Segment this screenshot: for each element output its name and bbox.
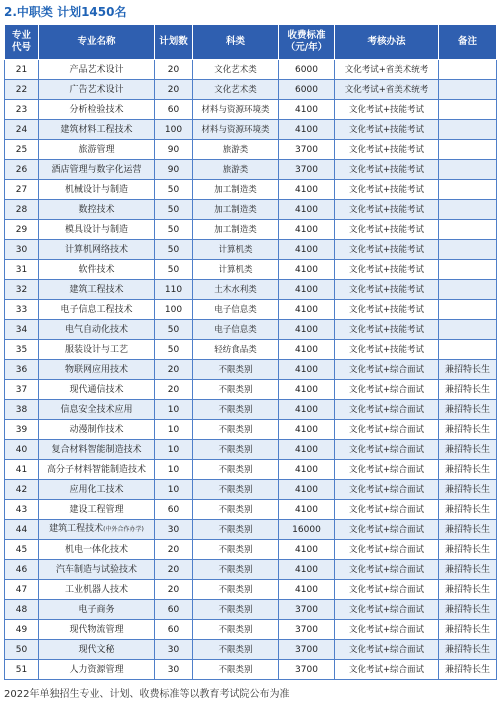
exam-cell: 文化考试+技能考试 (335, 320, 439, 340)
name-cell (39, 500, 155, 520)
header-code (5, 25, 39, 60)
code-cell: 33 (5, 300, 39, 320)
plan-cell: 10 (155, 480, 193, 500)
table-row (5, 100, 497, 120)
fee-cell: 4100 (279, 240, 335, 260)
exam-cell: 文化考试+技能考试 (335, 140, 439, 160)
major-name: 建设工程管理 (69, 504, 124, 515)
name-cell (39, 320, 155, 340)
note-cell (439, 260, 497, 280)
fee-cell: 3700 (279, 140, 335, 160)
plan-cell: 100 (155, 300, 193, 320)
fee-cell: 6000 (279, 60, 335, 80)
major-name: 电气自动化技术 (64, 324, 128, 335)
code-cell: 24 (5, 120, 39, 140)
major-name: 现代通信技术 (69, 384, 124, 395)
header-code-line2: 代号 (11, 42, 31, 53)
note-cell (439, 240, 497, 260)
fee-cell: 4100 (279, 460, 335, 480)
note-cell: 兼招特长生 (439, 360, 497, 380)
major-name: 建筑工程技术 (49, 524, 104, 534)
category-cell: 不限类别 (193, 620, 279, 640)
plan-cell: 50 (155, 240, 193, 260)
category-cell: 加工制造类 (193, 180, 279, 200)
enrollment-plan-table (4, 24, 497, 680)
code-cell: 27 (5, 180, 39, 200)
plan-cell: 50 (155, 320, 193, 340)
name-cell (39, 440, 155, 460)
note-cell (439, 200, 497, 220)
exam-cell: 文化考试+技能考试 (335, 300, 439, 320)
category-cell: 不限类别 (193, 420, 279, 440)
table-row (5, 460, 497, 480)
plan-cell: 50 (155, 220, 193, 240)
table-row (5, 360, 497, 380)
major-name: 软件技术 (78, 264, 115, 275)
category-cell: 计算机类 (193, 240, 279, 260)
header-exam: 考核办法 (335, 25, 439, 60)
exam-cell: 文化考试+综合面试 (335, 480, 439, 500)
plan-cell: 20 (155, 580, 193, 600)
major-name: 汽车制造与试验技术 (55, 564, 137, 575)
name-cell (39, 280, 155, 300)
major-name: 动漫制作技术 (69, 424, 124, 435)
note-cell (439, 340, 497, 360)
header-category: 科类 (193, 25, 279, 60)
note-cell (439, 120, 497, 140)
table-row (5, 420, 497, 440)
category-cell: 不限类别 (193, 640, 279, 660)
exam-cell: 文化考试+综合面试 (335, 560, 439, 580)
note-cell (439, 180, 497, 200)
fee-cell: 4100 (279, 180, 335, 200)
fee-cell: 4100 (279, 360, 335, 380)
fee-cell: 4100 (279, 580, 335, 600)
category-cell: 不限类别 (193, 600, 279, 620)
table-row (5, 380, 497, 400)
fee-cell: 4100 (279, 440, 335, 460)
table-row (5, 80, 497, 100)
table-row (5, 220, 497, 240)
note-cell: 兼招特长生 (439, 600, 497, 620)
plan-cell: 20 (155, 560, 193, 580)
code-cell: 32 (5, 280, 39, 300)
exam-cell: 文化考试+技能考试 (335, 160, 439, 180)
major-name: 高分子材料智能制造技术 (46, 464, 146, 475)
table-row (5, 120, 497, 140)
code-cell: 43 (5, 500, 39, 520)
plan-cell: 60 (155, 600, 193, 620)
code-cell: 47 (5, 580, 39, 600)
note-cell: 兼招特长生 (439, 440, 497, 460)
exam-cell: 文化考试+技能考试 (335, 260, 439, 280)
plan-cell: 20 (155, 80, 193, 100)
category-cell: 材料与资源环境类 (193, 100, 279, 120)
note-cell (439, 60, 497, 80)
fee-cell: 4100 (279, 220, 335, 240)
major-name: 复合材料智能制造技术 (51, 444, 142, 455)
name-cell (39, 400, 155, 420)
code-cell: 30 (5, 240, 39, 260)
fee-cell: 4100 (279, 280, 335, 300)
table-row (5, 640, 497, 660)
fee-cell: 6000 (279, 80, 335, 100)
plan-cell: 60 (155, 500, 193, 520)
category-cell: 旅游类 (193, 160, 279, 180)
major-name: 模具设计与制造 (64, 224, 128, 235)
fee-cell: 4100 (279, 480, 335, 500)
note-cell (439, 160, 497, 180)
code-cell: 42 (5, 480, 39, 500)
name-cell (39, 540, 155, 560)
exam-cell: 文化考试+综合面试 (335, 640, 439, 660)
category-cell: 不限类别 (193, 540, 279, 560)
code-cell: 21 (5, 60, 39, 80)
name-cell (39, 220, 155, 240)
code-cell: 23 (5, 100, 39, 120)
exam-cell: 文化考试+综合面试 (335, 600, 439, 620)
note-cell: 兼招特长生 (439, 400, 497, 420)
fee-cell: 3700 (279, 660, 335, 680)
name-cell (39, 260, 155, 280)
exam-cell: 文化考试+技能考试 (335, 220, 439, 240)
header-fee-line1: 收费标准 (287, 30, 326, 41)
fee-cell: 4100 (279, 540, 335, 560)
name-cell (39, 120, 155, 140)
note-cell: 兼招特长生 (439, 500, 497, 520)
table-row (5, 600, 497, 620)
note-cell (439, 320, 497, 340)
major-name: 应用化工技术 (69, 484, 124, 495)
major-name: 服装设计与工艺 (64, 344, 128, 355)
fee-cell: 4100 (279, 300, 335, 320)
exam-cell: 文化考试+综合面试 (335, 520, 439, 540)
plan-cell: 20 (155, 360, 193, 380)
table-row (5, 580, 497, 600)
name-cell (39, 640, 155, 660)
category-cell: 不限类别 (193, 440, 279, 460)
major-name: 工业机器人技术 (64, 584, 128, 595)
footer-note: 2022年单独招生专业、计划、收费标准等以教育考试院公布为准 (4, 689, 290, 700)
plan-cell: 90 (155, 140, 193, 160)
fee-cell: 4100 (279, 120, 335, 140)
name-cell (39, 200, 155, 220)
note-cell: 兼招特长生 (439, 420, 497, 440)
header-fee-line2: （元/年） (285, 42, 328, 53)
category-cell: 材料与资源环境类 (193, 120, 279, 140)
fee-cell: 4100 (279, 500, 335, 520)
name-cell (39, 140, 155, 160)
note-cell: 兼招特长生 (439, 460, 497, 480)
table-row (5, 620, 497, 640)
plan-cell: 50 (155, 180, 193, 200)
table-row (5, 560, 497, 580)
name-cell (39, 620, 155, 640)
fee-cell: 4100 (279, 100, 335, 120)
exam-cell: 文化考试+综合面试 (335, 460, 439, 480)
major-name: 产品艺术设计 (69, 64, 124, 75)
fee-cell: 4100 (279, 320, 335, 340)
table-row (5, 320, 497, 340)
major-name: 机械设计与制造 (64, 184, 128, 195)
code-cell: 31 (5, 260, 39, 280)
category-cell: 电子信息类 (193, 320, 279, 340)
major-name: 计算机网络技术 (64, 244, 128, 255)
table-row (5, 60, 497, 80)
major-name: 酒店管理与数字化运营 (51, 164, 142, 175)
table-row (5, 340, 497, 360)
name-cell (39, 580, 155, 600)
exam-cell: 文化考试+省美术统考 (335, 60, 439, 80)
name-cell (39, 460, 155, 480)
plan-cell: 60 (155, 100, 193, 120)
fee-cell: 4100 (279, 380, 335, 400)
table-row (5, 280, 497, 300)
name-cell (39, 600, 155, 620)
category-cell: 轻纺食品类 (193, 340, 279, 360)
fee-cell: 3700 (279, 600, 335, 620)
exam-cell: 文化考试+技能考试 (335, 240, 439, 260)
name-cell (39, 240, 155, 260)
fee-cell: 4100 (279, 340, 335, 360)
fee-cell: 4100 (279, 200, 335, 220)
header-fee (279, 25, 335, 60)
exam-cell: 文化考试+综合面试 (335, 500, 439, 520)
exam-cell: 文化考试+技能考试 (335, 280, 439, 300)
name-cell (39, 520, 155, 540)
name-cell (39, 160, 155, 180)
plan-cell: 50 (155, 260, 193, 280)
table-body (5, 60, 497, 680)
name-cell (39, 380, 155, 400)
code-cell: 50 (5, 640, 39, 660)
plan-cell: 10 (155, 420, 193, 440)
table-row (5, 260, 497, 280)
note-cell: 兼招特长生 (439, 540, 497, 560)
table-row (5, 440, 497, 460)
code-cell: 39 (5, 420, 39, 440)
plan-cell: 90 (155, 160, 193, 180)
fee-cell: 16000 (279, 520, 335, 540)
major-name: 物联网应用技术 (64, 364, 128, 375)
plan-cell: 20 (155, 380, 193, 400)
name-cell (39, 660, 155, 680)
note-cell (439, 140, 497, 160)
code-cell: 26 (5, 160, 39, 180)
exam-cell: 文化考试+综合面试 (335, 360, 439, 380)
header-plan: 计划数 (155, 25, 193, 60)
code-cell: 46 (5, 560, 39, 580)
category-cell: 电子信息类 (193, 300, 279, 320)
category-cell: 文化艺术类 (193, 80, 279, 100)
exam-cell: 文化考试+技能考试 (335, 180, 439, 200)
name-cell (39, 480, 155, 500)
table-row (5, 300, 497, 320)
category-cell: 不限类别 (193, 500, 279, 520)
table-row (5, 480, 497, 500)
code-cell: 34 (5, 320, 39, 340)
major-name: 电子信息工程技术 (60, 304, 133, 315)
code-cell: 41 (5, 460, 39, 480)
category-cell: 不限类别 (193, 660, 279, 680)
major-name: 信息安全技术应用 (60, 404, 133, 415)
note-cell: 兼招特长生 (439, 560, 497, 580)
major-name: 建筑材料工程技术 (60, 124, 133, 135)
name-cell (39, 420, 155, 440)
table-row (5, 520, 497, 540)
exam-cell: 文化考试+综合面试 (335, 660, 439, 680)
plan-cell: 20 (155, 60, 193, 80)
category-cell: 不限类别 (193, 560, 279, 580)
name-cell (39, 360, 155, 380)
major-name: 数控技术 (78, 204, 115, 215)
table-row (5, 660, 497, 680)
code-cell: 44 (5, 520, 39, 540)
major-name: 旅游管理 (78, 144, 115, 155)
table-row (5, 160, 497, 180)
major-name: 分析检验技术 (69, 104, 124, 115)
note-cell: 兼招特长生 (439, 660, 497, 680)
table-row (5, 240, 497, 260)
note-cell (439, 100, 497, 120)
exam-cell: 文化考试+综合面试 (335, 580, 439, 600)
code-cell: 35 (5, 340, 39, 360)
category-cell: 文化艺术类 (193, 60, 279, 80)
plan-cell: 60 (155, 620, 193, 640)
category-cell: 旅游类 (193, 140, 279, 160)
header-note: 备注 (439, 25, 497, 60)
note-cell: 兼招特长生 (439, 580, 497, 600)
plan-cell: 30 (155, 520, 193, 540)
code-cell: 48 (5, 600, 39, 620)
major-name: 建筑工程技术 (69, 284, 124, 295)
major-name: 人力资源管理 (69, 664, 124, 675)
category-cell: 不限类别 (193, 580, 279, 600)
note-cell (439, 300, 497, 320)
table-row (5, 500, 497, 520)
exam-cell: 文化考试+技能考试 (335, 340, 439, 360)
category-cell: 不限类别 (193, 460, 279, 480)
plan-cell: 50 (155, 340, 193, 360)
fee-cell: 4100 (279, 420, 335, 440)
code-cell: 51 (5, 660, 39, 680)
category-cell: 土木水利类 (193, 280, 279, 300)
category-cell: 加工制造类 (193, 220, 279, 240)
plan-cell: 30 (155, 640, 193, 660)
code-cell: 45 (5, 540, 39, 560)
note-cell: 兼招特长生 (439, 520, 497, 540)
note-cell: 兼招特长生 (439, 380, 497, 400)
category-cell: 计算机类 (193, 260, 279, 280)
fee-cell: 4100 (279, 560, 335, 580)
fee-cell: 4100 (279, 260, 335, 280)
table-row (5, 140, 497, 160)
code-cell: 29 (5, 220, 39, 240)
code-cell: 36 (5, 360, 39, 380)
fee-cell: 3700 (279, 160, 335, 180)
major-name: 现代物流管理 (69, 624, 124, 635)
major-name: 电子商务 (78, 604, 115, 615)
code-cell: 22 (5, 80, 39, 100)
note-cell (439, 80, 497, 100)
plan-cell: 10 (155, 400, 193, 420)
table-row (5, 400, 497, 420)
section-title: 2.中职类 计划1450名 (4, 5, 127, 19)
category-cell: 加工制造类 (193, 200, 279, 220)
major-name: 机电一体化技术 (64, 544, 128, 555)
code-cell: 49 (5, 620, 39, 640)
major-name: 广告艺术设计 (69, 84, 124, 95)
name-cell (39, 340, 155, 360)
note-cell: 兼招特长生 (439, 640, 497, 660)
name-cell (39, 100, 155, 120)
note-cell (439, 220, 497, 240)
exam-cell: 文化考试+省美术统考 (335, 80, 439, 100)
exam-cell: 文化考试+技能考试 (335, 100, 439, 120)
plan-cell: 100 (155, 120, 193, 140)
exam-cell: 文化考试+技能考试 (335, 120, 439, 140)
fee-cell: 3700 (279, 640, 335, 660)
name-cell (39, 560, 155, 580)
header-code-line1: 专业 (11, 30, 31, 41)
table-row (5, 180, 497, 200)
table-header-row (5, 25, 497, 60)
major-name-note: (中外合作办学) (103, 526, 144, 533)
code-cell: 25 (5, 140, 39, 160)
name-cell (39, 80, 155, 100)
exam-cell: 文化考试+综合面试 (335, 440, 439, 460)
note-cell (439, 280, 497, 300)
code-cell: 38 (5, 400, 39, 420)
code-cell: 28 (5, 200, 39, 220)
exam-cell: 文化考试+综合面试 (335, 420, 439, 440)
code-cell: 37 (5, 380, 39, 400)
major-name: 现代文秘 (78, 644, 115, 655)
exam-cell: 文化考试+技能考试 (335, 200, 439, 220)
plan-cell: 10 (155, 460, 193, 480)
name-cell (39, 300, 155, 320)
exam-cell: 文化考试+综合面试 (335, 540, 439, 560)
header-name: 专业名称 (39, 25, 155, 60)
category-cell: 不限类别 (193, 480, 279, 500)
plan-cell: 110 (155, 280, 193, 300)
name-cell (39, 60, 155, 80)
table-row (5, 200, 497, 220)
fee-cell: 4100 (279, 400, 335, 420)
category-cell: 不限类别 (193, 360, 279, 380)
plan-cell: 10 (155, 440, 193, 460)
plan-cell: 30 (155, 660, 193, 680)
exam-cell: 文化考试+综合面试 (335, 620, 439, 640)
plan-cell: 20 (155, 540, 193, 560)
plan-cell: 50 (155, 200, 193, 220)
table-row (5, 540, 497, 560)
category-cell: 不限类别 (193, 380, 279, 400)
note-cell: 兼招特长生 (439, 620, 497, 640)
category-cell: 不限类别 (193, 400, 279, 420)
exam-cell: 文化考试+综合面试 (335, 400, 439, 420)
name-cell (39, 180, 155, 200)
fee-cell: 3700 (279, 620, 335, 640)
category-cell: 不限类别 (193, 520, 279, 540)
exam-cell: 文化考试+综合面试 (335, 380, 439, 400)
note-cell: 兼招特长生 (439, 480, 497, 500)
code-cell: 40 (5, 440, 39, 460)
